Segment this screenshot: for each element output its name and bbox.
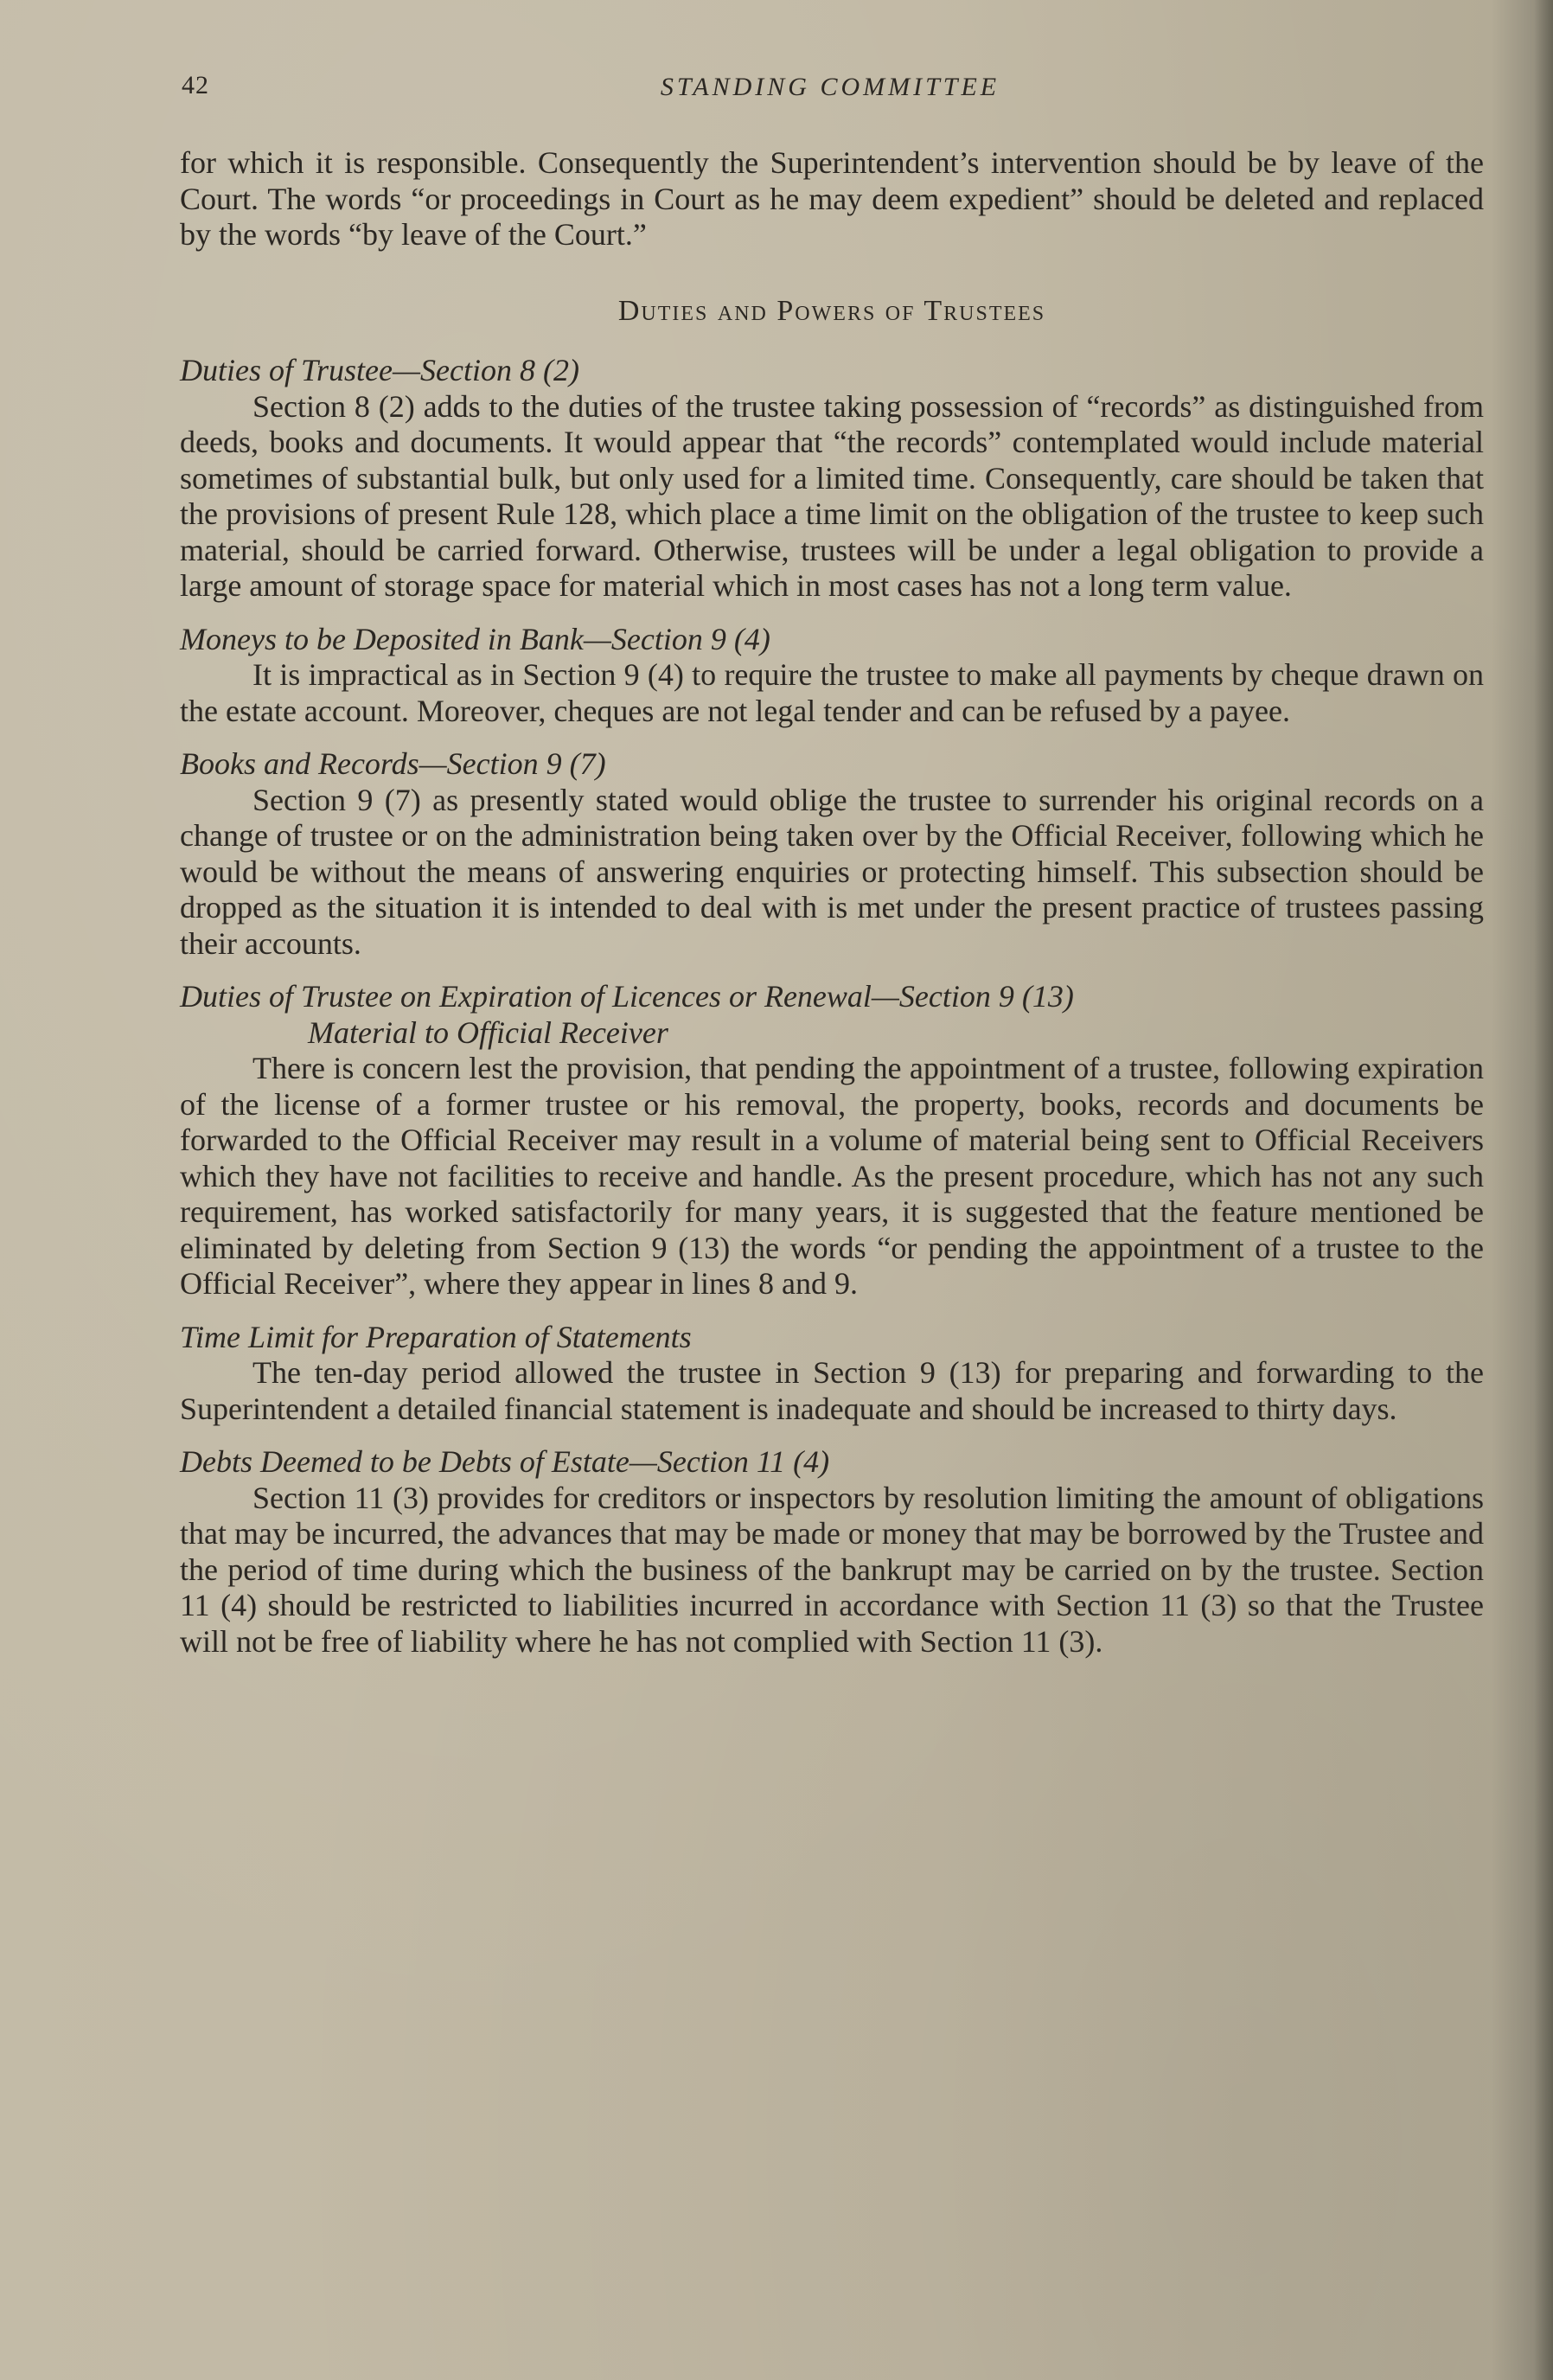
paragraph-moneys-deposited: It is impractical as in Section 9 (4) to require the trustee to make all payments by cheque drawn on the estate account. Moreover, cheques are not legal tender and can be refused by a payee.: [180, 657, 1484, 728]
running-head: STANDING COMMITTEE: [660, 73, 1000, 101]
section-title: Duties and Powers of Trustees: [617, 294, 1046, 327]
paragraph-expiration-of-licences: There is concern lest the provision, that pending the appointment of a trustee, following expiration of the license of a former trustee or his removal, the property, books, records and documents be forwarded to the Official Receiver may result in a volume of material being sent to Official Receivers which they have not facilities to receive and handle. As the present procedure, which has not any such requirement, has worked satisfactorily for many years, it is suggested that the feature mentioned be eliminated by deleting from Section 9 (13) the words “or pending the appointment of a trustee to the Official Receiver”, where they appear in lines 8 and 9.: [180, 1051, 1484, 1301]
subheading-debts-of-estate: Debts Deemed to be Debts of Estate—Section 11 (4): [180, 1444, 830, 1479]
subheading-expiration-of-licences: Duties of Trustee on Expiration of Licences or Renewal—Section 9 (13): [180, 979, 1074, 1014]
page-header: [182, 71, 1479, 112]
subheading-moneys-deposited: Moneys to be Deposited in Bank—Section 9 (4): [180, 621, 770, 656]
page-edge-shadow: [1534, 0, 1553, 2380]
subheading-time-limit: Time Limit for Preparation of Statements: [180, 1319, 692, 1354]
paragraph-debts-of-estate: Section 11 (3) provides for creditors or inspectors by resolution limiting the amount of obligations that may be incurred, the advances that may be made or money that may be borrowed by the Trustee and the period of time during which the business of the bankrupt may be carried on by the trustee. Section 11 (4) should be restricted to liabilities incurred in accordance with Section 11 (3) so that the Trustee will not be free of liability where he has not complied with Section 11 (3).: [180, 1480, 1484, 1659]
body-text: [180, 145, 1484, 1660]
paragraph-books-and-records: Section 9 (7) as presently stated would oblige the trustee to surrender his original records on a change of trustee or on the administration being taken over by the Official Receiver, following which he would be without the means of answering enquiries or protecting himself. This subsection should be dropped as the situation it is intended to deal with is met under the present practice of trustees passing their accounts.: [180, 782, 1484, 961]
intro-paragraph: for which it is responsible. Consequently the Superintendent’s intervention should be by leave of the Court. The words “or proceedings in Court as he may deem expedient” should be deleted and replaced by the words “by leave of the Court.”: [180, 145, 1484, 252]
subheading-books-and-records: Books and Records—Section 9 (7): [180, 746, 606, 781]
page-number: 42: [182, 71, 209, 99]
subheading-duties-of-trustee: Duties of Trustee—Section 8 (2): [180, 353, 579, 387]
subheading-expiration-continuation: Material to Official Receiver: [308, 1014, 668, 1050]
paragraph-duties-of-trustee: Section 8 (2) adds to the duties of the trustee taking possession of “records” as distinguished from deeds, books and documents. It would appear that “the records” contemplated would include material sometimes of substantial bulk, but only used for a limited time. Consequently, care should be taken that the provisions of present Rule 128, which place a time limit on the obligation of the trustee to keep such material, should be carried forward. Otherwise, trustees will be under a legal obligation to provide a large amount of storage space for material which in most cases has not a long term value.: [180, 388, 1484, 603]
paragraph-time-limit: The ten-day period allowed the trustee in Section 9 (13) for preparing and forwarding to the Superintendent a detailed financial statement is inadequate and should be increased to thirty days.: [180, 1355, 1484, 1426]
